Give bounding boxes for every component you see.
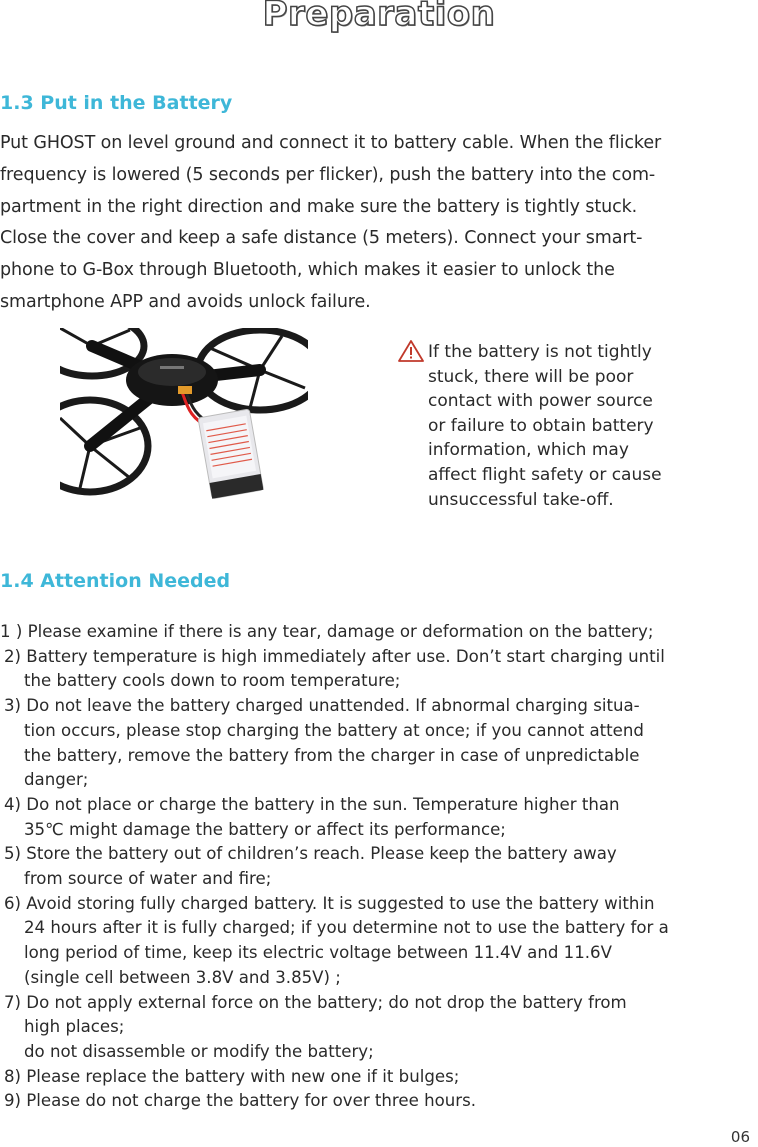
list-item-continuation: tion occurs, please stop charging the battery at once; if you cannot attend [24,720,644,740]
warning-text [428,340,662,512]
section-heading-attention-needed: 1.4 Attention Needed [0,570,231,592]
list-item: 6) Avoid storing fully charged battery. It is suggested to use the battery within [4,893,655,913]
paragraph-line: phone to G-Box through Bluetooth, which makes it easier to unlock the [0,260,615,281]
list-item-continuation: the battery, remove the battery from the charger in case of unpredictable [24,745,640,765]
list-item-continuation: 35℃ might damage the battery or affect its performance; [24,819,506,839]
list-item-continuation: from source of water and fire; [24,869,272,889]
warning-line: affect flight safety or cause [428,464,662,485]
page-title: Preparation [262,0,496,34]
list-item-continuation: 24 hours after it is fully charged; if you determine not to use the battery for a [24,918,669,938]
list-item: 9) Please do not charge the battery for over three hours. [4,1091,477,1111]
list-item-continuation: do not disassemble or modify the battery; [24,1041,374,1061]
warning-line: contact with power source [428,391,653,412]
list-item-continuation: the battery cools down to room temperature; [24,671,401,691]
warning-line: unsuccessful take-off. [428,489,614,510]
paragraph-line: partment in the right direction and make sure the battery is tightly stuck. [0,196,638,217]
list-item: 7) Do not apply external force on the battery; do not drop the battery from [4,992,627,1012]
list-item-continuation: (single cell between 3.8V and 3.85V) ; [24,967,341,987]
paragraph-line: smartphone APP and avoids unlock failure. [0,291,371,312]
attention-list [0,620,758,1114]
warning-line: If the battery is not tightly [428,342,652,362]
list-item: 3) Do not leave the battery charged unattended. If abnormal charging situa- [4,696,640,716]
list-item: 4) Do not place or charge the battery in the sun. Temperature higher than [4,794,620,814]
paragraph-line: frequency is lowered (5 seconds per flicker), push the battery into the com- [0,164,656,185]
paragraph-line: Put GHOST on level ground and connect it to battery cable. When the flicker [0,133,662,153]
paragraph-line: Close the cover and keep a safe distance (5 meters). Connect your smart- [0,228,643,249]
warning-line: information, which may [428,440,629,461]
list-item-continuation: long period of time, keep its electric voltage between 11.4V and 11.6V [24,943,612,963]
list-item: 2) Battery temperature is high immediately after use. Don’t start charging until [4,646,665,666]
list-item-continuation: high places; [24,1017,125,1037]
drone-battery-photo [60,328,308,500]
list-item: 5) Store the battery out of children’s reach. Please keep the battery away [4,844,617,864]
drone-with-battery-illustration [60,328,308,500]
list-item: 1 ) Please examine if there is any tear, damage or deformation on the battery; [0,622,654,641]
warning-triangle-icon [398,340,424,362]
list-item-continuation: danger; [24,770,89,790]
warning-line: stuck, there will be poor [428,366,634,387]
battery-instructions-paragraph [0,128,750,319]
section-heading-put-in-battery: 1.3 Put in the Battery [0,92,233,114]
warning-line: or failure to obtain battery [428,415,654,436]
list-item: 8) Please replace the battery with new one if it bulges; [4,1066,460,1086]
page-number: 06 [730,1128,750,1146]
